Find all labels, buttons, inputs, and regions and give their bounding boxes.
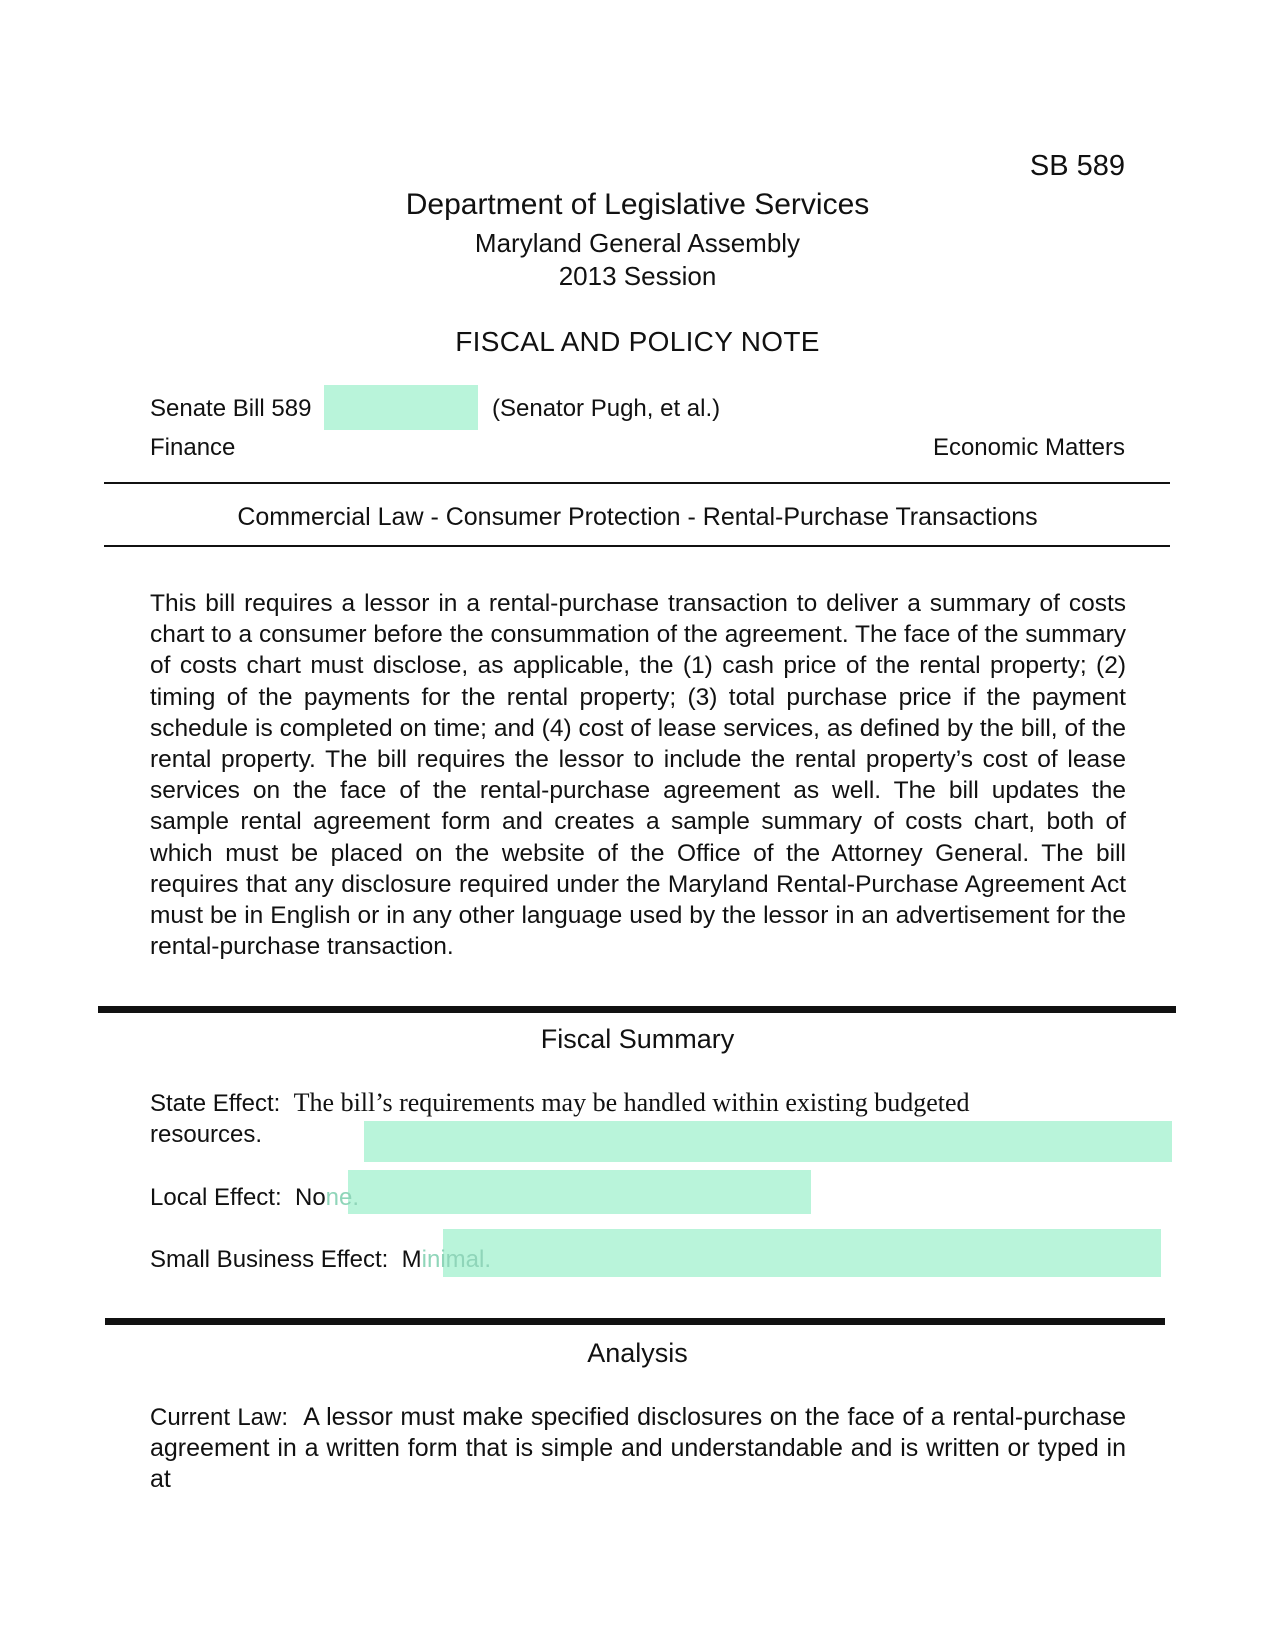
bill-sponsor: (Senator Pugh, et al.) xyxy=(492,395,721,422)
bill-synopsis: This bill requires a lessor in a rental-purchase transaction to deliver a summary of costs chart to a consumer before the consummation of the agreement. The face of the summary of costs chart must disclose, as applicable, the (1) cash price of the rental property; (2) timing of the payments for the rental property; (3) total purchase price if the payment schedule is completed on time; and (4) cost of lease services, as defined by the bill, of the rental property. The bill requires the lessor to include the rental property’s cost of lease services on the face of the rental-purchase agreement as well. The bill updates the sample rental agreement form and creates a sample summary of costs chart, both of which must be placed on the website of the Office of the Attorney General. The bill requires that any disclosure required under the Maryland Rental-Purchase Agreement Act must be in English or in any other language used by the lessor in an advertisement for the rental-purchase transaction. xyxy=(150,590,1126,961)
current-law-text: A lessor must make specified disclosures on the face of a rental-purchase agreement in a written form that is simple and understandable and is written or typed in at xyxy=(150,1403,1127,1493)
title-rule-bottom xyxy=(104,545,1170,547)
analysis-heading: Analysis xyxy=(587,1338,688,1368)
state-effect xyxy=(150,1087,1126,1150)
local-effect xyxy=(150,1184,359,1212)
state-effect-label: State Effect: xyxy=(150,1090,281,1117)
analysis-rule xyxy=(105,1318,1165,1325)
current-law xyxy=(150,1402,1126,1495)
bill-identifier: Senate Bill 589 xyxy=(150,395,312,422)
local-effect-label: Local Effect: xyxy=(150,1184,282,1211)
bill-id-highlight xyxy=(324,385,478,430)
department-name: Department of Legislative Services xyxy=(405,188,870,221)
small-business-highlight xyxy=(443,1229,1161,1277)
small-business-effect xyxy=(150,1246,491,1274)
small-business-label: Small Business Effect: xyxy=(150,1246,389,1273)
senate-committee: Finance xyxy=(150,434,236,461)
current-law-label: Current Law: xyxy=(150,1404,289,1431)
bill-title: Commercial Law - Consumer Protection - Rental-Purchase Transactions xyxy=(237,503,1038,531)
local-effect-highlight xyxy=(348,1170,811,1214)
small-business-value: M xyxy=(401,1246,422,1273)
session-year: 2013 Session xyxy=(558,261,717,291)
assembly-name: Maryland General Assembly xyxy=(474,228,801,258)
fiscal-summary-rule xyxy=(98,1006,1176,1013)
local-effect-value: No xyxy=(294,1184,326,1211)
state-effect-text: The bill’s requirements may be handled within existing budgeted xyxy=(293,1088,970,1117)
house-committee: Economic Matters xyxy=(932,434,1125,461)
note-type-heading: FISCAL AND POLICY NOTE xyxy=(455,326,820,357)
local-effect-value-faded: ne. xyxy=(325,1184,360,1211)
fiscal-summary-heading: Fiscal Summary xyxy=(540,1024,735,1054)
bill-number: SB 589 xyxy=(1029,150,1125,182)
state-effect-text-cont: resources. xyxy=(150,1121,263,1148)
title-rule-top xyxy=(104,482,1170,484)
small-business-value-faded: inimal. xyxy=(421,1246,492,1273)
